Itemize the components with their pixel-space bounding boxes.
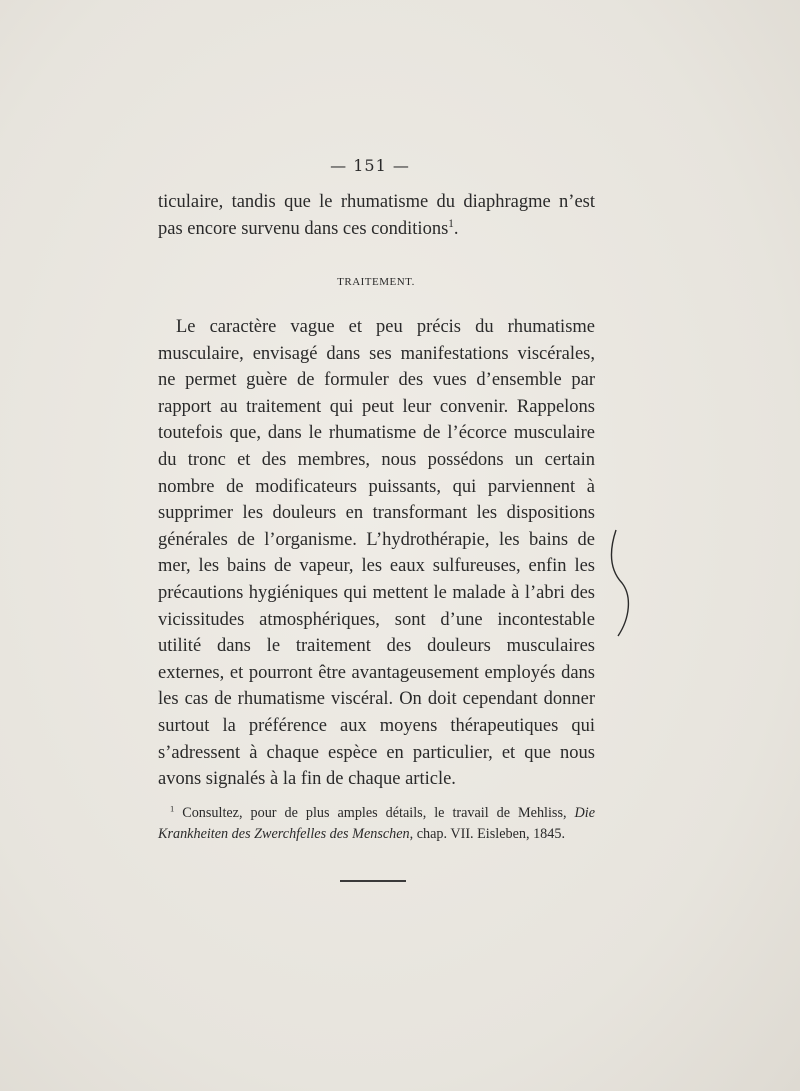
footnote-citation: , chap. VII. Eisleben, 1845. [409,826,566,842]
body-paragraph: Le caractère vague et peu précis du rhumatisme musculaire, envisagé dans ses manifestations viscérales, ne permet guère de formuler des vues d’ensemble par rapport au traitement qui peut leur convenir. Rappelons toutefois que, dans le rhumatisme de l’écorce musculaire du tronc et des membres, nous possédons un certain nombre de modificateurs puissants, qui parviennent à supprimer les douleurs en transformant les dispositions générales de l’organisme. L’hydrothérapie, les bains de mer, les bains de vapeur, les eaux sulfureuses, enfin les précautions hygiéniques qui mettent le malade à l’abri des vicissitudes atmosphériques, sont d’une incontestable utilité dans le traitement des douleurs musculaires externes, et pourront être avantageusement employés dans les cas de rhumatisme viscéral. On doit cependant donner surtout la préférence aux moyens thérapeutiques qui s’adressent à chaque espèce en particulier, et que nous avons signalés à la fin de chaque article. [158,317,595,790]
footnote [158,803,595,845]
continuation-end: . [453,218,459,239]
section-heading: TRAITEMENT. [337,276,415,288]
footnote-text: Consultez, pour de plus amples détails, le travail de Mehliss, [182,805,567,821]
footnote-title: Die Krankheiten des Zwerchfelles des Menschen [158,805,596,842]
continuation-text: ticulaire, tandis que le rhumatisme du diaphragme n’est pas encore survenu dans ces conditions [158,192,595,239]
margin-bracket-mark [608,528,638,638]
continuation-paragraph [158,189,595,242]
footnote-reference: 1 [448,217,454,230]
closing-rule [340,880,406,882]
footnote-marker: 1 [170,803,175,814]
page-number: — 151 — [330,156,410,175]
body-text [158,314,595,793]
